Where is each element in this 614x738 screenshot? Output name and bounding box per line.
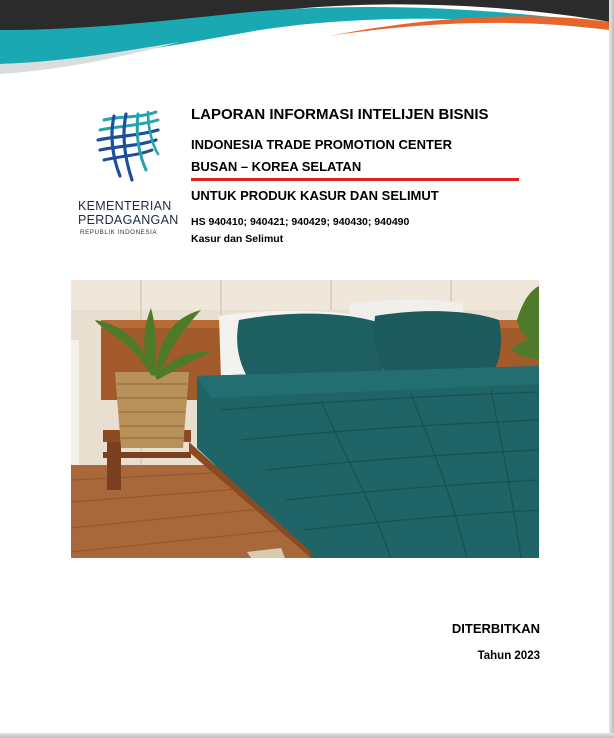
logo-text-line3: REPUBLIK INDONESIA xyxy=(80,229,158,236)
publication-year: Tahun 2023 xyxy=(477,650,540,662)
organization-name: INDONESIA TRADE PROMOTION CENTER xyxy=(191,137,452,152)
header-wave-decoration xyxy=(0,0,610,80)
logo-text-line1: KEMENTERIAN xyxy=(78,199,172,213)
report-title: LAPORAN INFORMASI INTELIJEN BISNIS xyxy=(191,106,489,123)
title-divider xyxy=(191,178,519,181)
published-label: DITERBITKAN xyxy=(451,621,540,636)
ministry-emblem-icon xyxy=(90,110,162,182)
bed-illustration xyxy=(71,280,539,558)
organization-location: BUSAN – KOREA SELATAN xyxy=(191,159,362,174)
page-shadow-bottom xyxy=(0,733,614,738)
hs-codes: HS 940410; 940421; 940429; 940430; 940490 xyxy=(191,216,410,228)
cover-photo xyxy=(71,280,539,558)
page-shadow-right xyxy=(609,0,614,738)
product-name: Kasur dan Selimut xyxy=(191,233,284,245)
ministry-logo xyxy=(78,110,178,235)
product-title: UNTUK PRODUK KASUR DAN SELIMUT xyxy=(191,188,439,203)
logo-text-line2: PERDAGANGAN xyxy=(78,213,179,227)
